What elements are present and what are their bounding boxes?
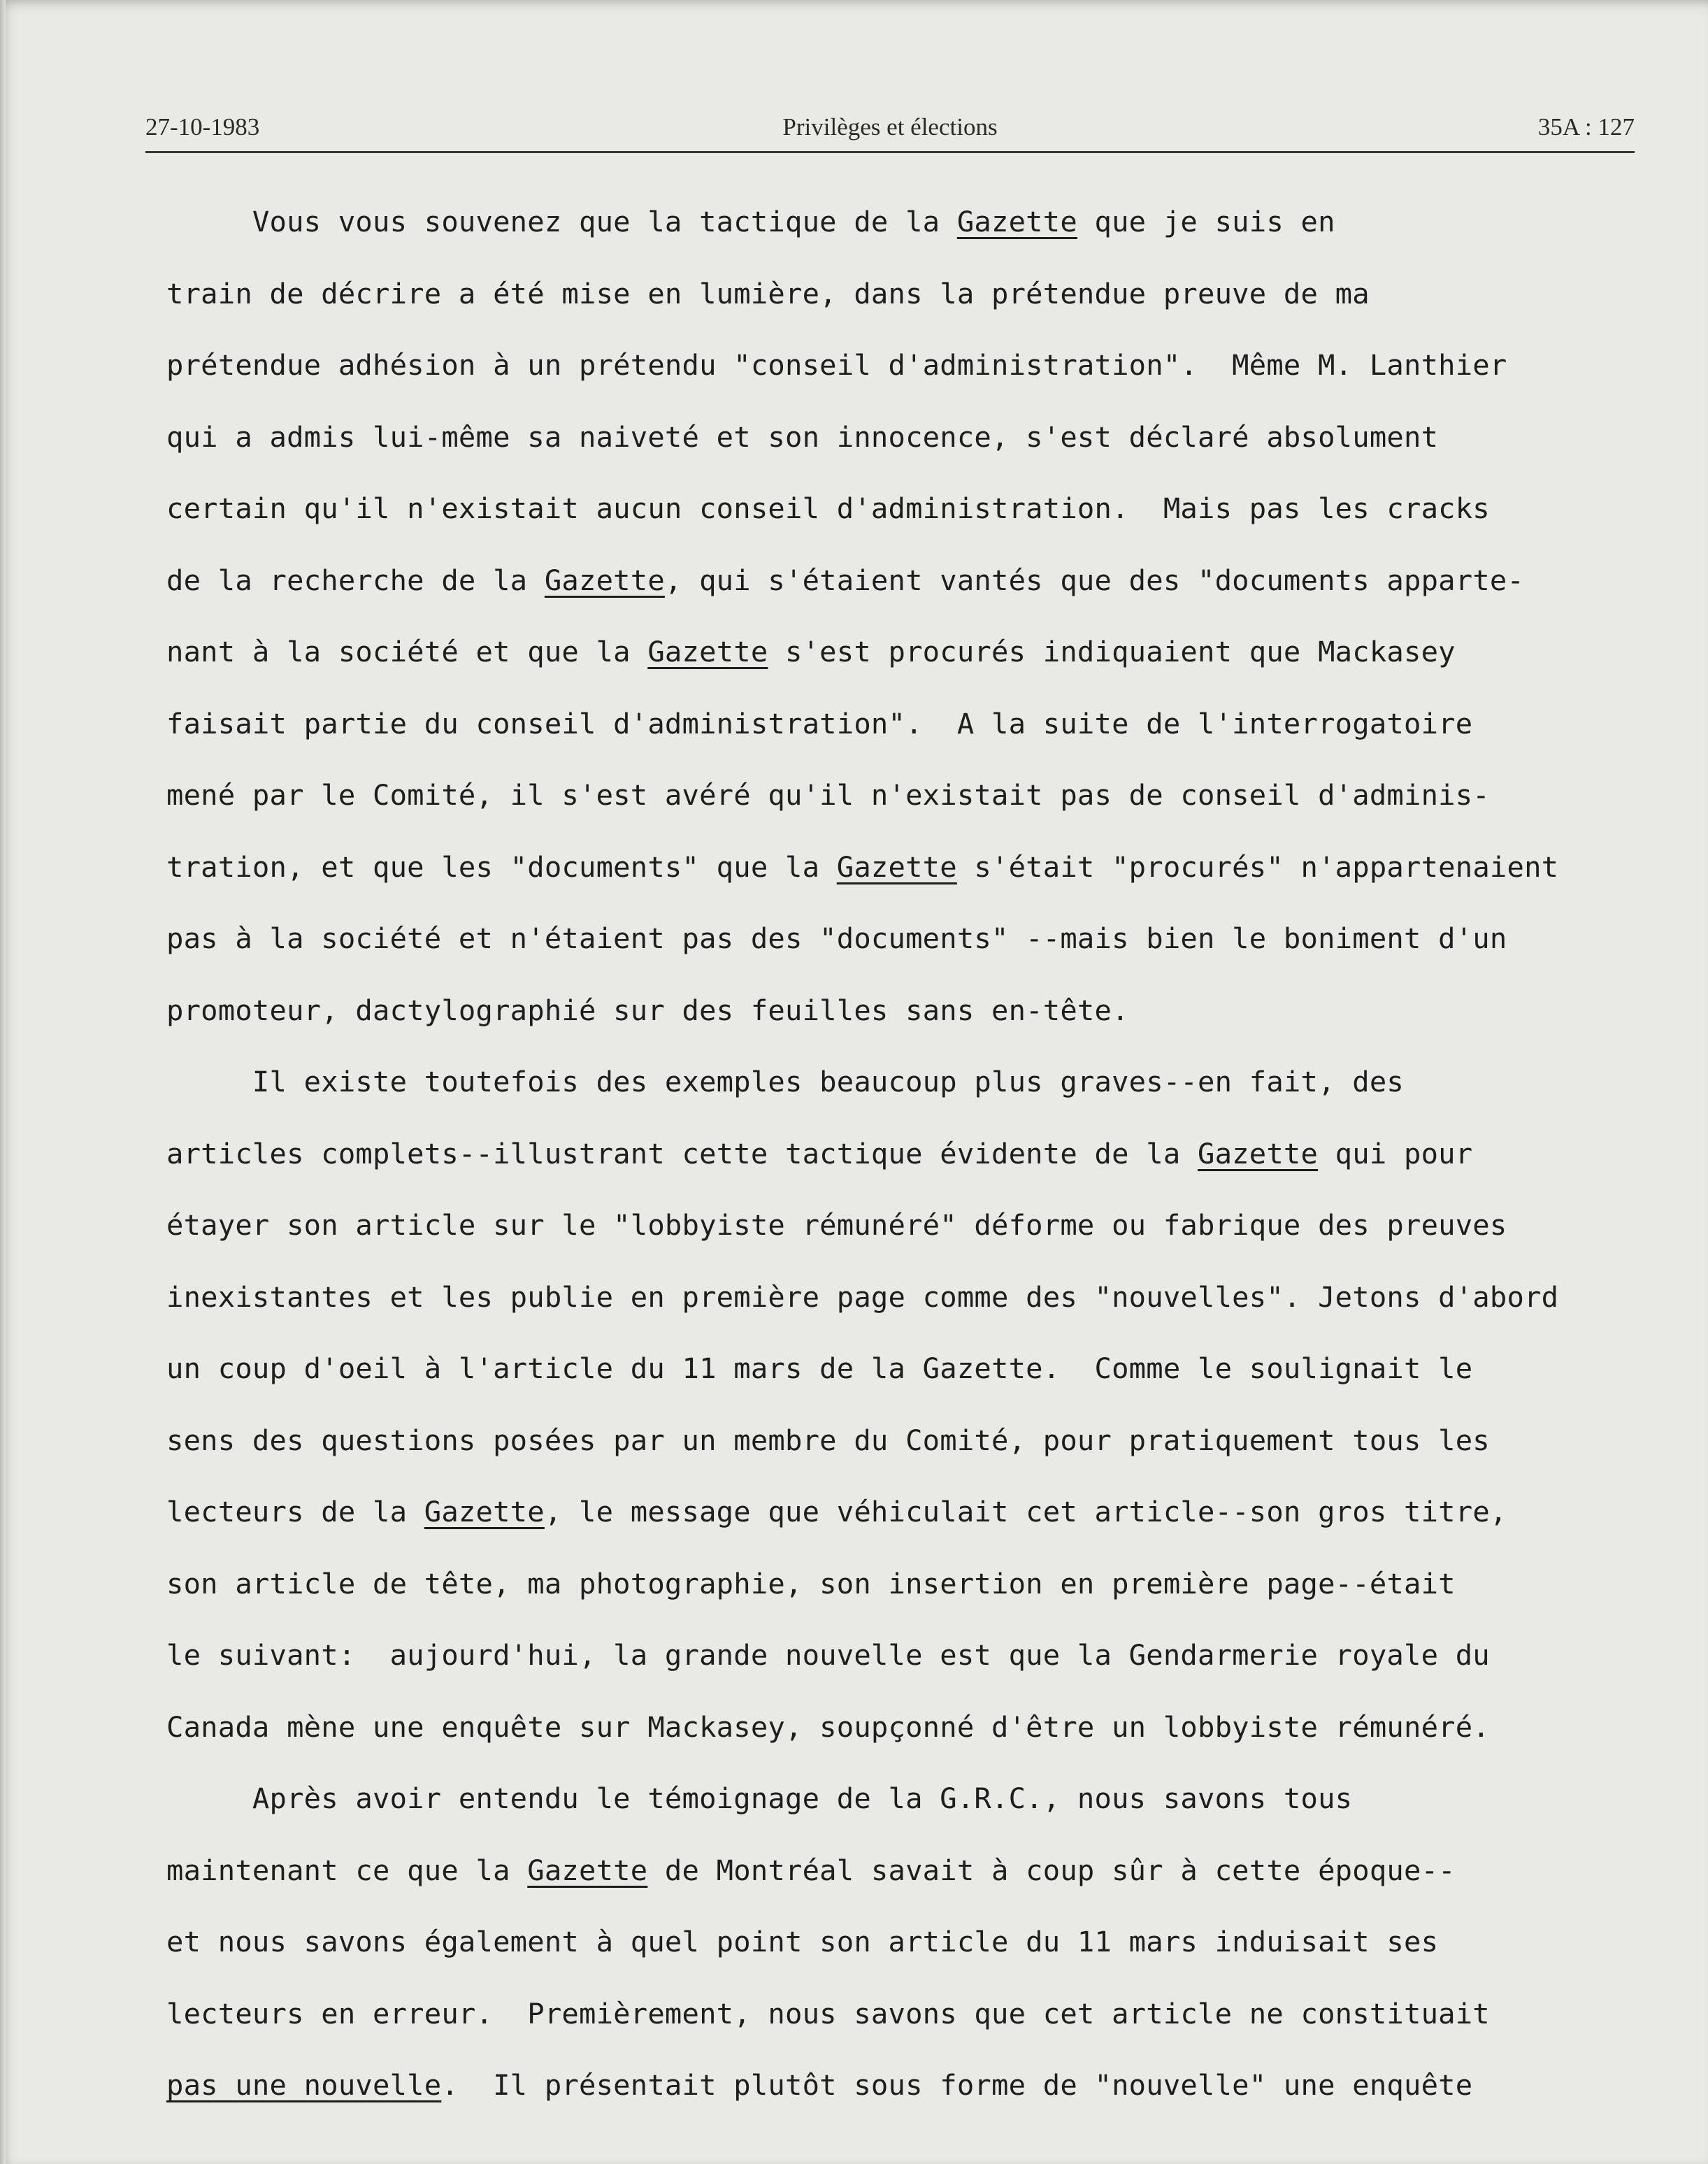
text-run: articles complets--illustrant cette tactique évidente de la: [166, 1136, 1198, 1170]
text-line: [166, 1763, 1656, 1835]
underlined-text: pas une nouvelle: [166, 2068, 442, 2102]
text-run: s'est procurés indiquaient que Mackasey: [768, 635, 1456, 668]
text-run: étayer son article sur le "lobbyiste rémunéré" déforme ou fabrique des preuves: [166, 1208, 1507, 1242]
text-line: [166, 1405, 1656, 1477]
text-run: tration, et que les "documents" que la: [166, 850, 837, 884]
text-run: lecteurs en erreur. Premièrement, nous savons que cet article ne constituait: [166, 1996, 1490, 2030]
text-run: promoteur, dactylographié sur des feuilles sans en-tête.: [166, 993, 1129, 1027]
text-line: [166, 1261, 1656, 1333]
text-run: , le message que véhiculait cet article--son gros titre,: [544, 1495, 1507, 1528]
text-run: sens des questions posées par un membre du Comité, pour pratiquement tous les: [166, 1423, 1490, 1457]
underlined-text: Gazette: [1197, 1136, 1319, 1170]
text-line: [166, 186, 1656, 258]
text-run: et nous savons également à quel point son article du 11 mars induisait ses: [166, 1925, 1439, 1958]
text-run: , qui s'étaient vantés que des "documents apparte-: [664, 563, 1525, 597]
text-run: certain qu'il n'existait aucun conseil d'administration. Mais pas les cracks: [166, 492, 1490, 525]
text-run: Il existe toutefois des exemples beaucoup plus graves--en fait, des: [166, 1065, 1404, 1098]
text-run: qui a admis lui-même sa naiveté et son innocence, s'est déclaré absolument: [166, 420, 1439, 454]
underlined-text: Gazette: [544, 563, 665, 597]
text-run: le suivant: aujourd'hui, la grande nouvelle est que la Gendarmerie royale du: [166, 1638, 1490, 1672]
underlined-text: Gazette: [956, 205, 1077, 238]
underlined-text: Gazette: [527, 1853, 648, 1887]
text-line: [166, 1619, 1656, 1691]
header-rule: [145, 151, 1635, 153]
text-line: [166, 1835, 1656, 1907]
text-run: prétendue adhésion à un prétendu "conseil d'administration". Même M. Lanthier: [166, 348, 1507, 382]
underlined-text: Gazette: [424, 1495, 545, 1528]
text-run: nant à la société et que la: [166, 635, 648, 668]
text-line: [166, 903, 1656, 975]
text-line: [166, 975, 1656, 1047]
header-page-number: 35A : 127: [1537, 113, 1635, 141]
text-line: [166, 1978, 1656, 2050]
text-line: [166, 831, 1656, 903]
text-line: [166, 1118, 1656, 1190]
document-body-text: [166, 186, 1656, 2121]
text-run: Après avoir entendu le témoignage de la G.R.C., nous savons tous: [166, 1782, 1353, 1815]
text-line: [166, 616, 1656, 688]
text-line: [166, 759, 1656, 831]
text-run: de Montréal savait à coup sûr à cette époque--: [647, 1853, 1456, 1887]
text-line: [166, 1691, 1656, 1763]
text-line: [166, 545, 1656, 617]
text-run: un coup d'oeil à l'article du 11 mars de la Gazette. Comme le soulignait le: [166, 1352, 1473, 1385]
text-run: que je suis en: [1077, 205, 1335, 238]
text-line: [166, 329, 1656, 401]
text-line: [166, 1906, 1656, 1978]
text-run: mené par le Comité, il s'est avéré qu'il n'existait pas de conseil d'adminis-: [166, 778, 1490, 812]
header-title: Privilèges et élections: [782, 113, 998, 141]
text-line: [166, 401, 1656, 473]
underlined-text: Gazette: [647, 635, 768, 668]
text-run: de la recherche de la: [166, 563, 545, 597]
text-run: Vous vous souvenez que la tactique de la: [166, 205, 957, 238]
running-header: [145, 113, 1635, 148]
text-run: son article de tête, ma photographie, son insertion en première page--était: [166, 1566, 1456, 1600]
text-line: [166, 2049, 1656, 2121]
text-run: qui pour: [1318, 1136, 1473, 1170]
text-line: [166, 473, 1656, 545]
text-run: maintenant ce que la: [166, 1853, 528, 1887]
page-edge-shadow: [0, 0, 6, 2164]
text-run: inexistantes et les publie en première page comme des "nouvelles". Jetons d'abord: [166, 1280, 1559, 1314]
text-run: . Il présentait plutôt sous forme de "nouvelle" une enquête: [441, 2068, 1473, 2102]
text-line: [166, 1189, 1656, 1261]
text-line: [166, 688, 1656, 760]
text-line: [166, 1476, 1656, 1548]
text-line: [166, 1333, 1656, 1405]
text-run: pas à la société et n'étaient pas des "documents" --mais bien le boniment d'un: [166, 922, 1507, 955]
text-run: faisait partie du conseil d'administration". A la suite de l'interrogatoire: [166, 706, 1473, 740]
text-line: [166, 258, 1656, 330]
text-line: [166, 1548, 1656, 1620]
text-run: train de décrire a été mise en lumière, dans la prétendue preuve de ma: [166, 276, 1370, 310]
text-run: s'était "procurés" n'appartenaient: [956, 850, 1559, 884]
header-date: 27-10-1983: [145, 113, 260, 141]
text-run: Canada mène une enquête sur Mackasey, soupçonné d'être un lobbyiste rémunéré.: [166, 1710, 1490, 1744]
text-run: lecteurs de la: [166, 1495, 424, 1528]
text-line: [166, 1046, 1656, 1118]
underlined-text: Gazette: [836, 850, 957, 884]
